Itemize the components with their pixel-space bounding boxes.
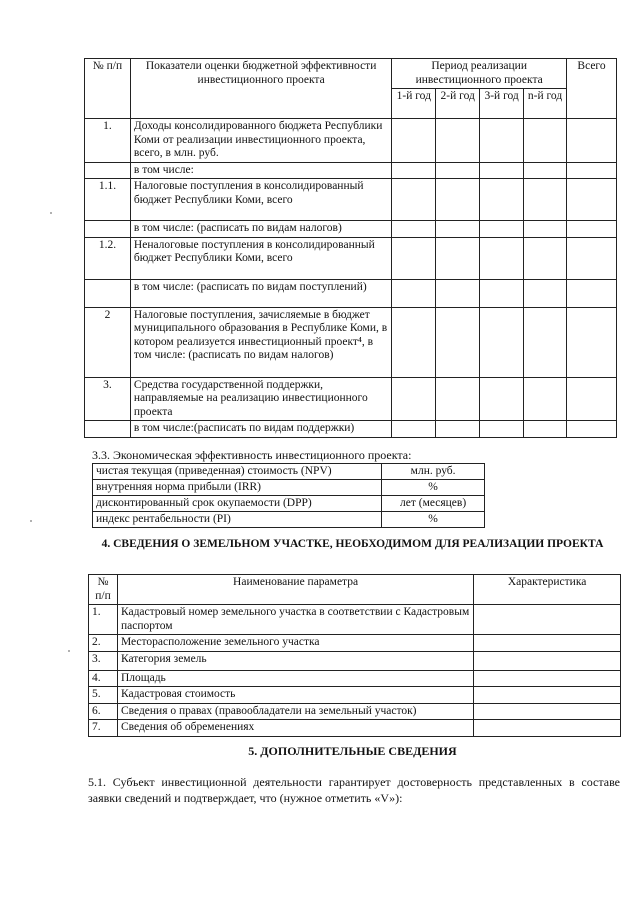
row-num: 2. bbox=[89, 635, 118, 652]
paragraph-5-1: 5.1. Субъект инвестиционной деятельности гарантирует достоверность представленных в составе заявки сведений и подтверждает, что (нужное отметить «V»): bbox=[88, 775, 620, 805]
row-text: в том числе: bbox=[130, 162, 391, 179]
row-text: Доходы консолидированного бюджета Республики Коми от реализации инвестиционного проекта, всего, в млн. руб. bbox=[130, 119, 391, 163]
metric-label: чистая текущая (приведенная) стоимость (NPV) bbox=[93, 464, 382, 480]
row-num: 1. bbox=[85, 119, 131, 163]
row-text: в том числе:(расписать по видам поддержки) bbox=[130, 421, 391, 438]
row-text: Категория земель bbox=[117, 651, 473, 670]
col-header-param: Наименование параметра bbox=[117, 575, 473, 605]
row-num: 3. bbox=[85, 377, 131, 421]
row-num bbox=[85, 221, 131, 238]
section-3-3-title: 3.3. Экономическая эффективность инвестиционного проекта: bbox=[92, 448, 412, 462]
metric-label: индекс рентабельности (PI) bbox=[93, 512, 382, 528]
row-text: Сведения о правах (правообладатели на земельный участок) bbox=[117, 703, 473, 720]
table-row bbox=[85, 119, 617, 163]
table-row bbox=[85, 377, 617, 421]
scan-speck bbox=[30, 520, 32, 522]
row-num: 1.1. bbox=[85, 179, 131, 221]
col-header-year-2: 2-й год bbox=[436, 89, 480, 119]
table-row bbox=[85, 421, 617, 438]
table-row bbox=[85, 279, 617, 307]
col-header-value: Характеристика bbox=[474, 575, 621, 605]
col-header-total: Всего bbox=[567, 59, 617, 119]
section-4-title: 4. СВЕДЕНИЯ О ЗЕМЕЛЬНОМ УЧАСТКЕ, НЕОБХОДИМОМ ДЛЯ РЕАЛИЗАЦИИ ПРОЕКТА bbox=[101, 538, 604, 550]
row-num bbox=[85, 421, 131, 438]
row-text: в том числе: (расписать по видам налогов) bbox=[130, 221, 391, 238]
table-row bbox=[89, 635, 621, 652]
row-text: Налоговые поступления, зачисляемые в бюджет муниципального образования в Республике Коми, в котором реализуется инвестиционный проект⁴, в том числе: (расписать по видам налогов) bbox=[130, 307, 391, 377]
table-row bbox=[85, 307, 617, 377]
table-row bbox=[85, 162, 617, 179]
metric-label: дисконтированный срок окупаемости (DPP) bbox=[93, 496, 382, 512]
metric-unit: лет (месяцев) bbox=[382, 496, 485, 512]
row-text: Сведения об обременениях bbox=[117, 720, 473, 737]
row-text: Неналоговые поступления в консолидированный бюджет Республики Коми, всего bbox=[130, 237, 391, 279]
scan-speck bbox=[68, 650, 70, 652]
table-row bbox=[89, 670, 621, 687]
table-row bbox=[85, 237, 617, 279]
col-header-indicator: Показатели оценки бюджетной эффективности инвестиционного проекта bbox=[130, 59, 391, 119]
metric-label: внутренняя норма прибыли (IRR) bbox=[93, 480, 382, 496]
row-text: Кадастровая стоимость bbox=[117, 687, 473, 704]
col-header-year-3: 3-й год bbox=[480, 89, 524, 119]
table-row bbox=[93, 480, 485, 496]
row-text: Налоговые поступления в консолидированный бюджет Республики Коми, всего bbox=[130, 179, 391, 221]
row-text: в том числе: (расписать по видам поступлений) bbox=[130, 279, 391, 307]
metric-unit: млн. руб. bbox=[382, 464, 485, 480]
row-num: 1.2. bbox=[85, 237, 131, 279]
col-header-year-1: 1-й год bbox=[392, 89, 436, 119]
table-row bbox=[85, 179, 617, 221]
metric-unit: % bbox=[382, 480, 485, 496]
row-num: 4. bbox=[89, 670, 118, 687]
budget-efficiency-table bbox=[84, 58, 617, 438]
row-text: Площадь bbox=[117, 670, 473, 687]
row-num bbox=[85, 279, 131, 307]
row-num: 2 bbox=[85, 307, 131, 377]
row-text: Месторасположение земельного участка bbox=[117, 635, 473, 652]
table-row bbox=[89, 720, 621, 737]
scan-speck bbox=[50, 212, 52, 214]
table-row bbox=[89, 687, 621, 704]
row-num: 3. bbox=[89, 651, 118, 670]
table-row bbox=[93, 496, 485, 512]
land-plot-table bbox=[88, 574, 621, 737]
row-text: Кадастровый номер земельного участка в соответствии с Кадастровым паспортом bbox=[117, 605, 473, 635]
table-row bbox=[89, 703, 621, 720]
table-row bbox=[89, 605, 621, 635]
table-row bbox=[93, 464, 485, 480]
metric-unit: % bbox=[382, 512, 485, 528]
row-num: 1. bbox=[89, 605, 118, 635]
row-num bbox=[85, 162, 131, 179]
row-num: 7. bbox=[89, 720, 118, 737]
row-text: Средства государственной поддержки, направляемые на реализацию инвестиционного проекта bbox=[130, 377, 391, 421]
col-header-year-n: n-й год bbox=[524, 89, 567, 119]
table-row bbox=[93, 512, 485, 528]
col-header-period: Период реализации инвестиционного проекта bbox=[392, 59, 567, 89]
col-header-num: № п/п bbox=[89, 575, 118, 605]
table-row bbox=[89, 651, 621, 670]
table-row bbox=[85, 221, 617, 238]
col-header-num: № п/п bbox=[85, 59, 131, 119]
economic-efficiency-table bbox=[92, 463, 485, 528]
section-5-title: 5. ДОПОЛНИТЕЛЬНЫЕ СВЕДЕНИЯ bbox=[248, 744, 457, 758]
row-num: 5. bbox=[89, 687, 118, 704]
row-num: 6. bbox=[89, 703, 118, 720]
